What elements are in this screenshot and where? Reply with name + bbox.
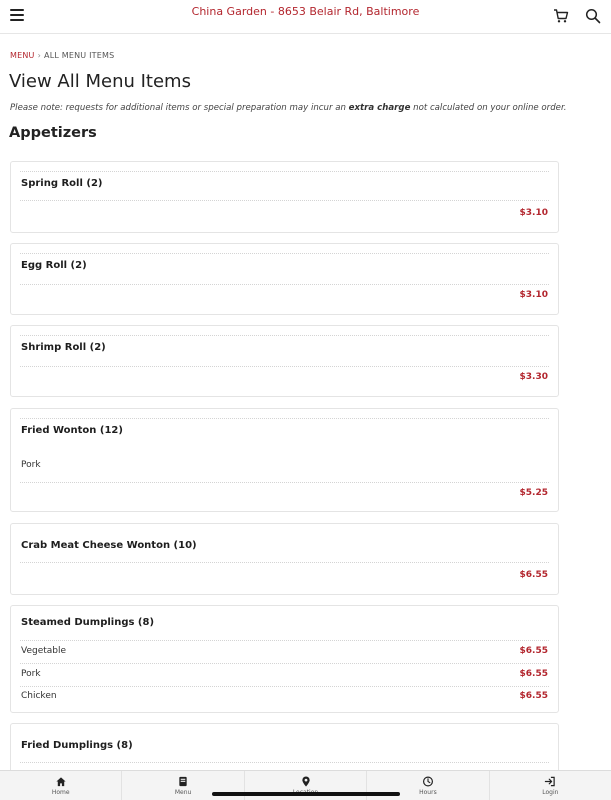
menu-item-card[interactable] bbox=[10, 325, 559, 397]
divider bbox=[20, 686, 549, 687]
divider bbox=[20, 284, 549, 285]
menu-item-name: Shrimp Roll (2) bbox=[21, 342, 106, 353]
divider bbox=[20, 663, 549, 664]
menu-item-name: Spring Roll (2) bbox=[21, 178, 103, 189]
map-pin-icon bbox=[300, 776, 311, 787]
section-title-appetizers: Appetizers bbox=[9, 125, 97, 141]
page-title: View All Menu Items bbox=[9, 71, 191, 92]
home-icon bbox=[55, 776, 66, 787]
menu-item-price: $3.10 bbox=[519, 290, 548, 300]
option-price: $6.55 bbox=[519, 691, 548, 701]
menu-item-card[interactable] bbox=[10, 605, 559, 713]
nav-hours-label: Hours bbox=[419, 789, 437, 796]
clock-icon bbox=[422, 776, 433, 787]
menu-item-name: Fried Dumplings (8) bbox=[21, 740, 133, 751]
nav-home[interactable] bbox=[0, 771, 122, 800]
cart-icon[interactable] bbox=[553, 8, 569, 24]
breadcrumb bbox=[10, 51, 114, 60]
divider bbox=[20, 482, 549, 483]
menu-item-price: $6.55 bbox=[519, 570, 548, 580]
divider bbox=[20, 418, 549, 419]
option-label[interactable]: Chicken bbox=[21, 691, 57, 701]
menu-item-price: $3.10 bbox=[519, 208, 548, 218]
divider bbox=[20, 335, 549, 336]
menu-item-name: Crab Meat Cheese Wonton (10) bbox=[21, 540, 197, 551]
menu-item-card[interactable] bbox=[10, 161, 559, 233]
menu-item-card[interactable] bbox=[10, 408, 559, 512]
menu-item-name: Steamed Dumplings (8) bbox=[21, 617, 155, 628]
note-suffix: not calculated on your online order. bbox=[410, 103, 567, 113]
menu-item-price: $5.25 bbox=[519, 488, 548, 498]
breadcrumb-current: ALL MENU ITEMS bbox=[44, 51, 115, 60]
option-price: $6.55 bbox=[519, 669, 548, 679]
extra-charge-note bbox=[10, 103, 566, 113]
nav-home-label: Home bbox=[51, 789, 70, 796]
note-emphasis: extra charge bbox=[348, 103, 411, 113]
divider bbox=[20, 762, 549, 763]
book-icon bbox=[178, 776, 189, 787]
divider bbox=[20, 562, 549, 563]
login-icon bbox=[545, 776, 556, 787]
menu-item-description: Pork bbox=[21, 460, 41, 470]
divider bbox=[20, 253, 549, 254]
home-indicator-bar bbox=[212, 792, 400, 796]
option-label[interactable]: Pork bbox=[21, 669, 41, 679]
divider bbox=[20, 640, 549, 641]
nav-menu-label: Menu bbox=[174, 789, 192, 796]
nav-login[interactable] bbox=[490, 771, 611, 800]
menu-item-name: Fried Wonton (12) bbox=[21, 425, 123, 436]
option-price: $6.55 bbox=[519, 646, 548, 656]
nav-login-label: Login bbox=[542, 789, 559, 796]
menu-item-card[interactable] bbox=[10, 523, 559, 595]
top-header bbox=[0, 0, 611, 34]
option-label[interactable]: Vegetable bbox=[21, 646, 67, 656]
breadcrumb-separator: › bbox=[37, 51, 42, 60]
divider bbox=[20, 366, 549, 367]
menu-item-price: $3.30 bbox=[519, 372, 548, 382]
search-icon[interactable] bbox=[585, 8, 601, 24]
menu-item-card[interactable] bbox=[10, 243, 559, 315]
menu-item-name: Egg Roll (2) bbox=[21, 260, 87, 271]
breadcrumb-menu-link[interactable]: MENU bbox=[10, 51, 35, 60]
restaurant-title[interactable]: China Garden - 8653 Belair Rd, Baltimore bbox=[191, 5, 420, 18]
note-prefix: Please note: requests for additional items or special preparation may incur an bbox=[10, 103, 349, 113]
divider bbox=[20, 171, 549, 172]
divider bbox=[20, 200, 549, 201]
